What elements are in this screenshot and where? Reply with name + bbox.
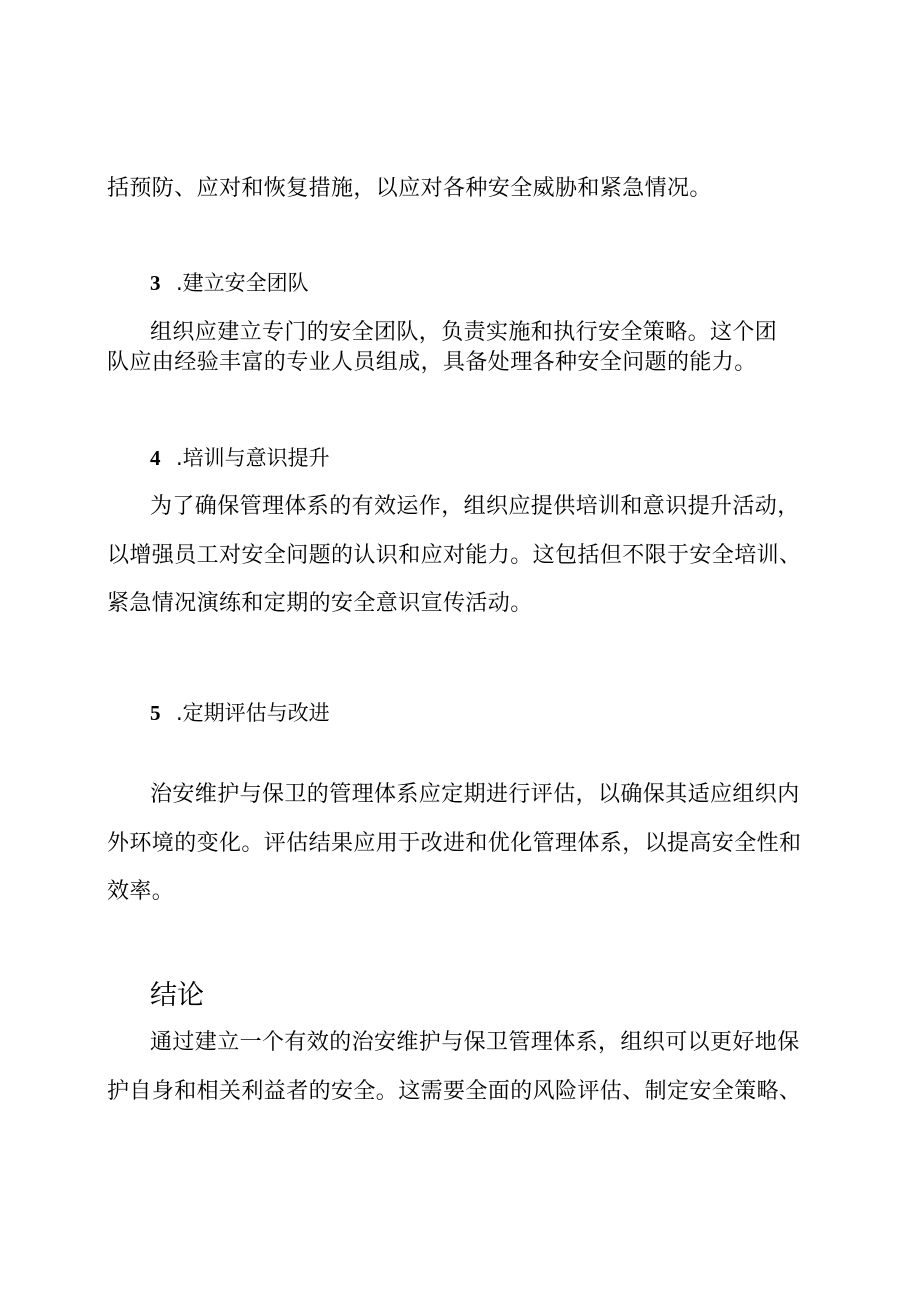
section-title: .建立安全团队 <box>176 271 309 295</box>
section-number: 4 <box>150 446 161 470</box>
paragraph-line: 括预防、应对和恢复措施，以应对各种安全威胁和紧急情况。 <box>107 176 712 201</box>
paragraph-line: 外环境的变化。评估结果应用于改进和优化管理体系，以提高安全性和 <box>107 831 802 856</box>
section-title: .定期评估与改进 <box>176 701 330 725</box>
conclusion-title: 结论 <box>150 980 204 1011</box>
paragraph-line: 治安维护与保卫的管理体系应定期进行评估，以确保其适应组织内 <box>150 782 800 807</box>
paragraph-line: 为了确保管理体系的有效运作，组织应提供培训和意识提升活动， <box>150 494 800 519</box>
paragraph-line: 效率。 <box>107 879 175 904</box>
section-title: .培训与意识提升 <box>176 446 330 470</box>
paragraph-line: 以增强员工对安全问题的认识和应对能力。这包括但不限于安全培训、 <box>107 543 802 568</box>
section-heading <box>150 443 330 473</box>
paragraph-line: 护自身和相关利益者的安全。这需要全面的风险评估、制定安全策略、 <box>107 1079 802 1104</box>
section-heading <box>150 698 330 728</box>
paragraph-line: 通过建立一个有效的治安维护与保卫管理体系，组织可以更好地保 <box>150 1030 800 1055</box>
section-number: 3 <box>150 271 161 295</box>
section-heading <box>150 268 309 298</box>
paragraph-line: 紧急情况演练和定期的安全意识宣传活动。 <box>107 591 533 616</box>
paragraph-line: 组织应建立专门的安全团队，负责实施和执行安全策略。这个团 <box>150 320 778 345</box>
paragraph-line: 队应由经验丰富的专业人员组成，具备处理各种安全问题的能力。 <box>107 350 757 375</box>
section-number: 5 <box>150 701 161 725</box>
